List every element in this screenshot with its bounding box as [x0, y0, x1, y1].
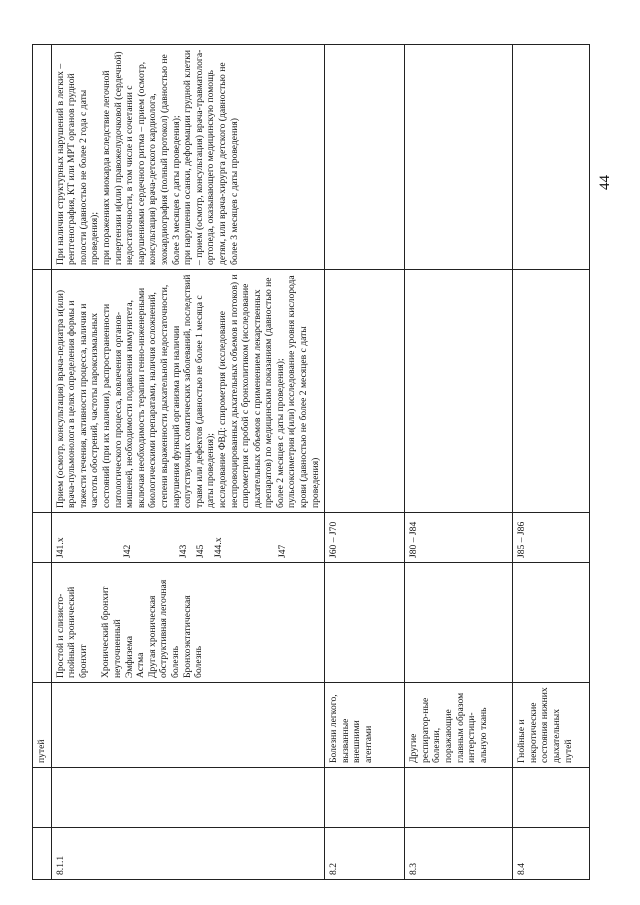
cell: [513, 563, 590, 683]
icd-codes: J80 – J84: [405, 513, 513, 563]
cell: [325, 768, 405, 828]
group-name: Гнойные и некротические состояния нижних дыхательных путей: [513, 683, 590, 768]
cell-heading-fragment: путей: [33, 683, 52, 768]
list-item: Другая хроническая обструктивная легочная болезнь: [146, 579, 181, 678]
requirements-table: [32, 44, 590, 880]
list-item: Эмфизема: [123, 635, 135, 678]
cell: [325, 270, 405, 513]
cell: [513, 45, 590, 270]
list-item: J47: [276, 544, 288, 558]
table-row: [33, 45, 52, 880]
cell: [33, 513, 52, 563]
table-row: [513, 45, 590, 880]
cell: [325, 45, 405, 270]
cell: [51, 683, 325, 768]
list-item: J45: [195, 544, 207, 558]
cell: [51, 768, 325, 828]
list-item: Простой и слизисто-гнойный хронический бронхит: [54, 586, 89, 678]
group-name: Болезни легкого, вызванные внешними агентами: [325, 683, 405, 768]
table-row: [51, 45, 325, 880]
list-item: Прием (осмотр, консультация) врача-педиатра и(или) врача-пульмонолога в целях определения формы и тяжести течения, активности процесса, наличия и частоты обострений, частоты пароксизмальных состояний (при их наличии), распространенности патологического процесса, вовлечения органов-мишеней, необходимости подавления иммунитета, включая необходимость терапии генно-инженерными биологическими препаратами, наличия осложнений, степени выраженности дыхательной недостаточности, нарушения функций организма при наличии сопутствующих соматических заболеваний, последствий травм или дефектов (давностью не более 1 месяца с даты проведения);: [54, 274, 217, 508]
row-number: 8.3: [405, 828, 513, 880]
cell: [33, 828, 52, 880]
cell: [33, 45, 52, 270]
list-item: Астма: [135, 652, 147, 678]
row-number: 8.2: [325, 828, 405, 880]
cell: [405, 270, 513, 513]
table-row: [405, 45, 513, 880]
list-item: при нарушении осанки, деформации грудной клетки – прием (осмотр, консультация) врача-травматолога-ортопеда, оказывающего медицинскую помощь детям, или врача-хирурга детского (давностью не более 3 месяцев с даты проведения): [182, 49, 240, 265]
rotated-document: [27, 30, 622, 890]
list-item: при поражениях миокарда вследствие легочной гипертензии и(или) правожелудочковой (сердечной) недостаточности, в том числе и сочетании с нарушениями сердечного ритма – прием (осмотр, консультация) врача-детского кардиолога, эхокардиография (полный протокол) (давностью не более 3 месяцев с даты проведения);: [100, 51, 182, 265]
page-number: 44: [597, 175, 613, 190]
cell: [405, 768, 513, 828]
additional-examinations: [51, 45, 325, 270]
list-item: J44.x: [212, 537, 224, 558]
icd-codes: J60 – J70: [325, 513, 405, 563]
cell: [513, 270, 590, 513]
cell: [33, 563, 52, 683]
table-row: [325, 45, 405, 880]
required-examinations: [51, 270, 325, 513]
list-item: пульсоксиметрия и(или) исследование уровня кислорода крови (давностью не более 2 месяцев с даты проведения): [286, 275, 321, 508]
cell: [513, 768, 590, 828]
icd-codes: J85 – J86: [513, 513, 590, 563]
list-item: Хронический бронхит неуточненный: [100, 586, 123, 678]
list-item: J41.x: [54, 537, 66, 558]
list-item: Бронхоэктатическая болезнь: [181, 595, 205, 678]
cell: [33, 768, 52, 828]
list-item: исследование ФВД: спирометрия (исследование неспровоцированных дыхательных объемов и потоков) и спирометрия с пробой с бронхолитиком (исследование дыхательных объемов с применением лекарственных препаратов) по медицинским показаниям (давностью не более 2 месяцев с даты проведения);: [216, 274, 286, 508]
cell: [405, 563, 513, 683]
disease-list: [51, 563, 325, 683]
list-item: J42: [122, 544, 134, 558]
list-item: При наличии структурных нарушений в легких – рентгенография, КТ или МРТ органов грудной полости (давностью не более 2 года с даты проведения);: [54, 63, 101, 265]
row-number: 8.1.1: [51, 828, 325, 880]
cell: [405, 45, 513, 270]
group-name: Другие респиратор-ные болезни, поражающие главным образом интерстици-альную ткань: [405, 683, 513, 768]
icd-codes: [51, 513, 325, 563]
list-item: J43: [177, 544, 189, 558]
row-number: 8.4: [513, 828, 590, 880]
cell: [325, 563, 405, 683]
cell: [33, 270, 52, 513]
